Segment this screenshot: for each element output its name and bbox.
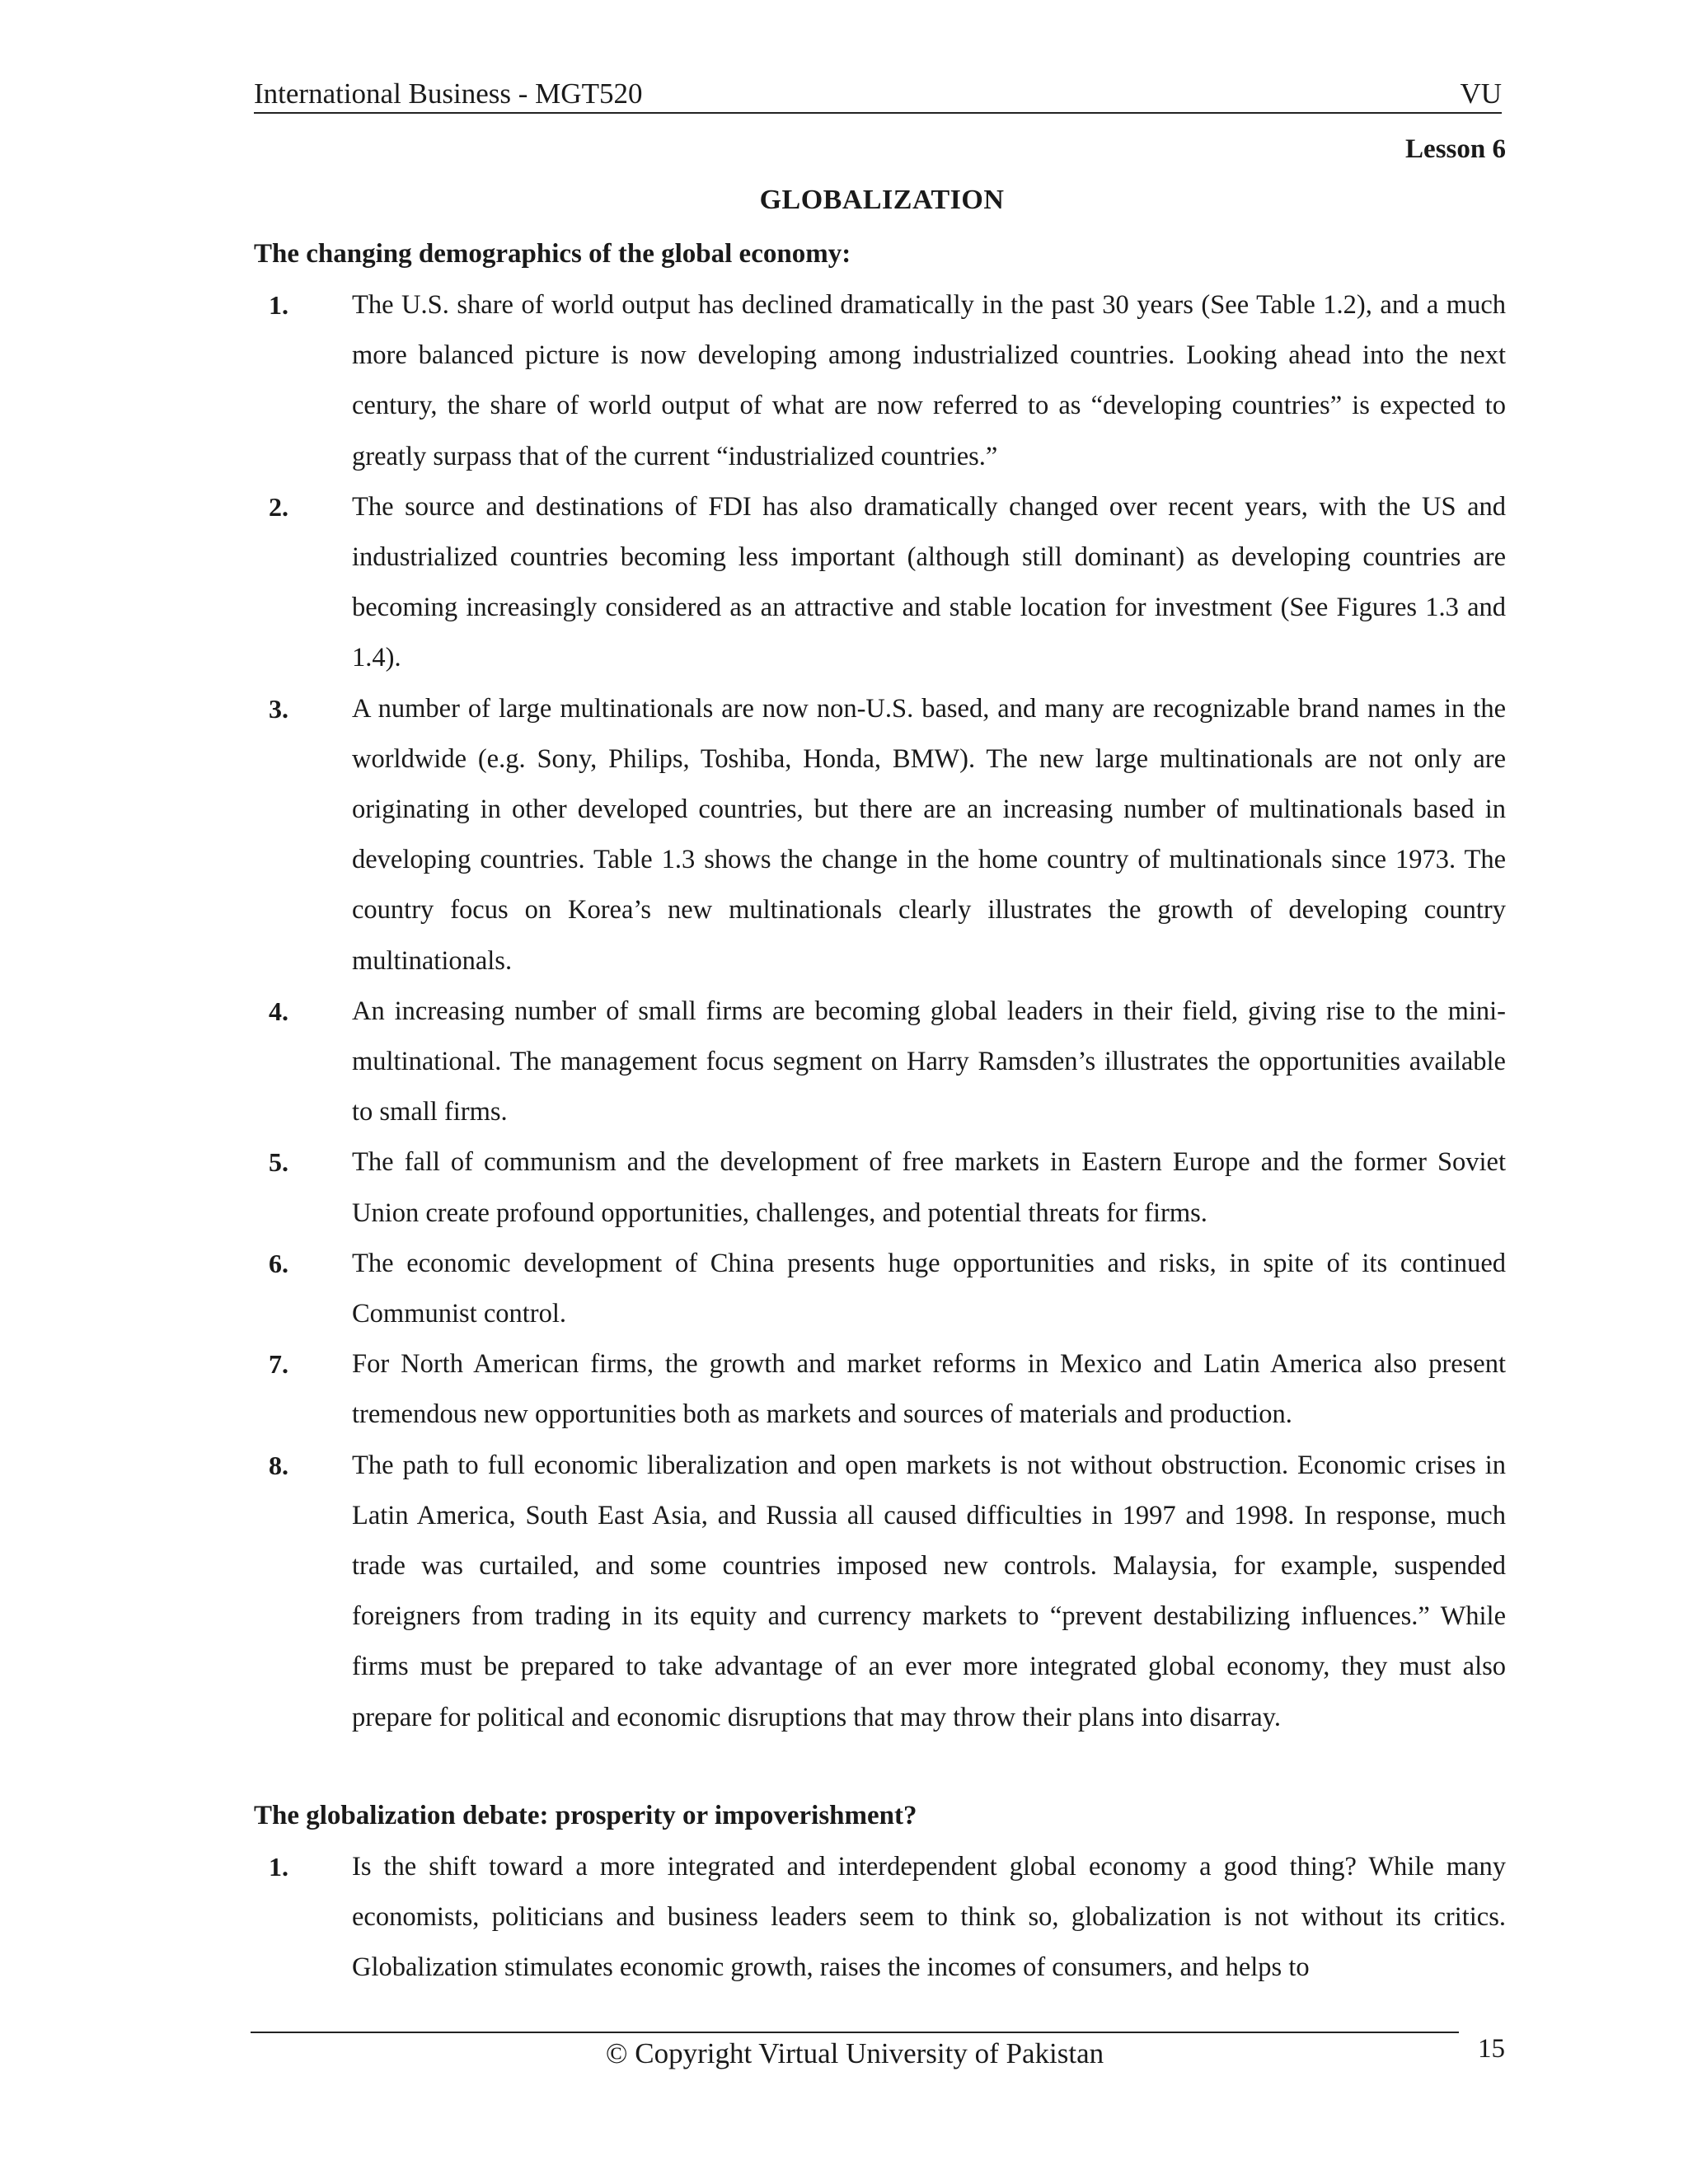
page-header xyxy=(254,76,1502,114)
list-item xyxy=(254,1239,1506,1339)
list-item xyxy=(254,1339,1506,1440)
item-number: 6. xyxy=(269,1248,288,1278)
section-heading-globalization-debate: The globalization debate: prosperity or impoverishment? xyxy=(254,1801,917,1830)
lesson-label: Lesson 6 xyxy=(1405,134,1506,164)
list-item xyxy=(254,482,1506,684)
item-number: 3. xyxy=(269,693,288,724)
item-text: A number of large multinationals are now non-U.S. based, and many are recognizable brand names in the worldwide (e.g. Sony, Philips, Toshiba, Honda, BMW). The new large multinationals are not only are originating in other developed countries, but there are an increasing number of multinationals based in developing countries. Table 1.3 shows the change in the home country of multinationals since 1973. The country focus on Korea’s new multinationals clearly illustrates the growth of developing country multinationals. xyxy=(352,693,1506,976)
item-number: 1. xyxy=(269,290,288,320)
copyright-notice: © Copyright Virtual University of Pakistan xyxy=(605,2037,1104,2069)
item-number: 5. xyxy=(269,1147,288,1178)
list-item xyxy=(254,1842,1506,1994)
list-item xyxy=(254,1441,1506,1743)
item-text: The source and destinations of FDI has also dramatically changed over recent years, with the US and industrialized countries becoming less important (although still dominant) as developing countries are becoming increasingly considered as an attractive and stable location for investment (See Figures 1.3 and 1.4). xyxy=(352,491,1506,673)
list-item xyxy=(254,684,1506,987)
item-text: An increasing number of small firms are becoming global leaders in their field, giving rise to the mini-multinational. The management focus segment on Harry Ramsden’s illustrates the opportunities available to small firms. xyxy=(352,996,1506,1127)
list-item xyxy=(254,280,1506,482)
list-item xyxy=(254,1137,1506,1238)
item-text: Is the shift toward a more integrated and interdependent global economy a good thing? While many economists, politicians and business leaders seem to think so, globalization is not without its critics. Globalization stimulates economic growth, raises the incomes of consumers, and helps to xyxy=(352,1852,1506,1983)
university-label: VU xyxy=(1460,77,1502,110)
item-text: The U.S. share of world output has declined dramatically in the past 30 years (See Table 1.2), and a much more balanced picture is now developing among industrialized countries. Looking ahead into the next century, the share of world output of what are now referred to as “developing countries” is expected to greatly surpass that of the current “industrialized countries.” xyxy=(352,290,1506,471)
item-text: The fall of communism and the development of free markets in Eastern Europe and the former Soviet Union create profound opportunities, challenges, and potential threats for firms. xyxy=(352,1147,1506,1228)
list-item xyxy=(254,987,1506,1138)
footer-divider xyxy=(251,2032,1459,2033)
demographics-list xyxy=(254,280,1506,1743)
item-text: For North American firms, the growth and market reforms in Mexico and Latin America also present tremendous new opportunities both as markets and sources of materials and production. xyxy=(352,1349,1506,1430)
item-number: 7. xyxy=(269,1349,288,1380)
page-title: GLOBALIZATION xyxy=(759,185,1005,215)
item-number: 1. xyxy=(269,1852,288,1882)
page-number: 15 xyxy=(1478,2034,1505,2064)
item-number: 2. xyxy=(269,491,288,522)
item-number: 4. xyxy=(269,996,288,1026)
item-number: 8. xyxy=(269,1450,288,1480)
item-text: The path to full economic liberalization and open markets is not without obstruction. Economic crises in Latin America, South East Asia, and Russia all caused difficulties in 1997 and 1998. In response, much trade was curtailed, and some countries imposed new controls. Malaysia, for example, suspended foreigners from trading in its equity and currency markets to “prevent destabilizing influences.” While firms must be prepared to take advantage of an ever more integrated global economy, they must also prepare for political and economic disruptions that may throw their plans into disarray. xyxy=(352,1450,1506,1732)
section-heading-demographics: The changing demographics of the global economy: xyxy=(254,239,851,269)
item-text: The economic development of China presents huge opportunities and risks, in spite of its continued Communist control. xyxy=(352,1248,1506,1329)
course-title: International Business - MGT520 xyxy=(254,77,643,110)
debate-list xyxy=(254,1842,1506,1994)
